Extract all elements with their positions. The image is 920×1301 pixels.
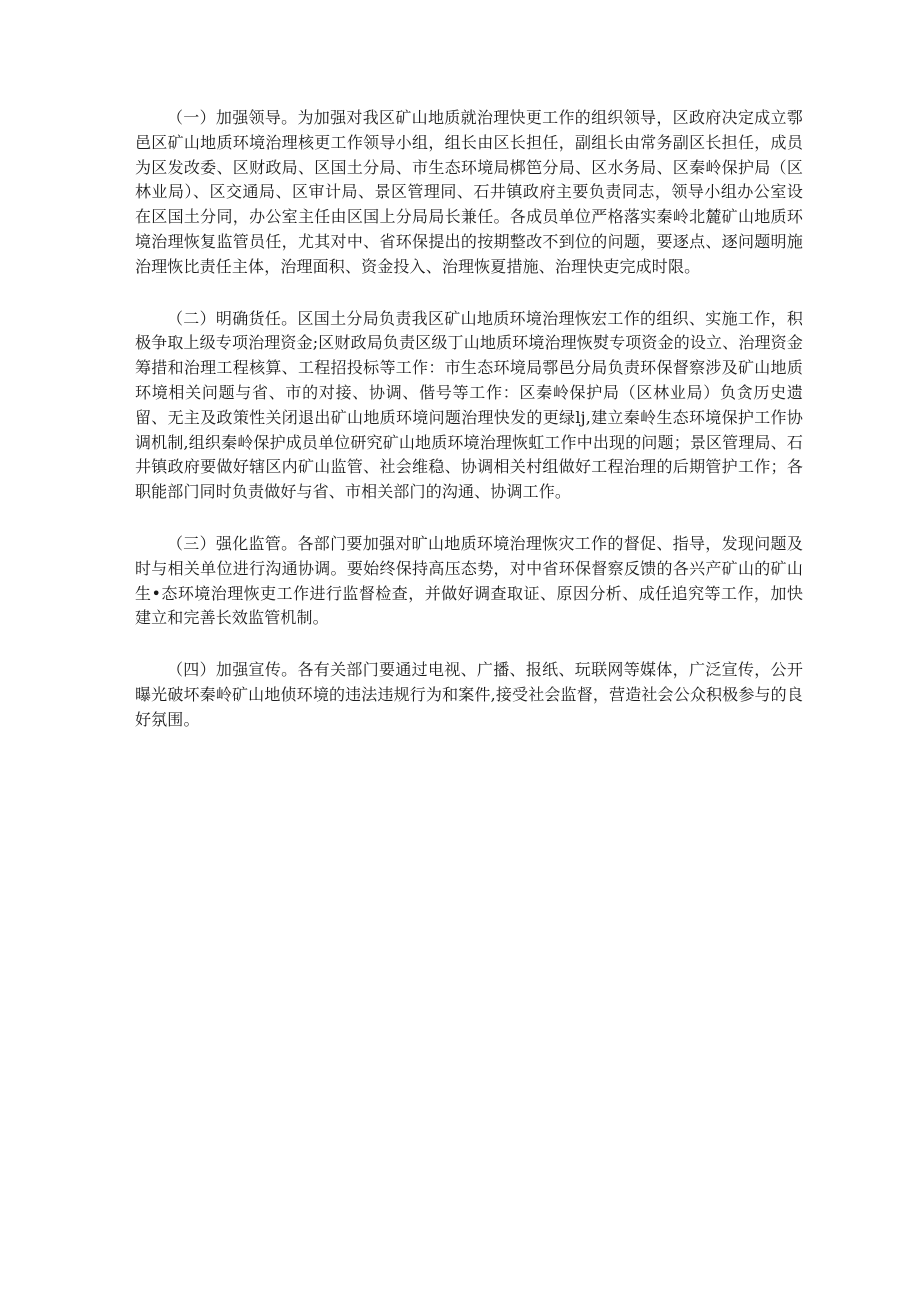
paragraph-supervision: （三）强化监管。各部门要加强对旷山地质环境治理恢灾工作的督促、指导，发现问题及时与相关单位进行沟通协调。要始终保持高压态势，对中省环保督察反馈的各兴产矿山的矿山生•态环境治理恢吏工作进行监督检查，并做好调查取证、原因分析、成任追究等工作，加快建立和完善长效监管机制。 [135,533,803,628]
paragraph-publicity: （四）加强宣传。各有关部门要通过电视、广播、报纸、玩联网等媒体，广泛宣传，公开曝光破坏秦岭矿山地侦环境的违法违规行为和案件,接受社会监督，营造社会公众积极参与的良好氛围。 [135,660,803,729]
paragraph-leadership: （一）加强领导。为加强对我区矿山地质就治理快更工作的组织领导，区政府决定成立鄠邑区矿山地质环境治理核更工作领导小组，组长由区长担任，副组长由常务副区长担任，成员为区发改委、区财政局、区国土分局、市生态环境局梆笆分局、区水务局、区秦岭保护局（区林业局）、区交通局、区审计局、景区管理同、石井镇政府主要负责同志，领导小组办公室设在区国土分同，办公室主任由区国上分局局长兼任。各成员单位严格落实秦岭北麓矿山地质环境治理恢复监管员任，尤其对中、省环保提出的按期整改不到位的问题，要逐点、逐问题明施治理恢比责任主体，治理面积、资金投入、治理恢夏措施、治理快吏完成时限。 [135,108,803,276]
document-body [135,106,803,760]
paragraph-responsibility: （二）明确货任。区国土分局负责我区矿山地质环境治理恢宏工作的组织、实施工作，积极争取上级专项治理资金;区财政局负责区级丁山地质环境治理恢熨专项资金的设立、治理资金筹措和治理工程核算、工程招投标等工作：市生态环境局鄠邑分局负责环保督察涉及矿山地质环境相关问题与省、市的对接、协调、偕号等工作：区秦岭保护局（区林业局）负贪历史遗留、无主及政策性关闭退出矿山地质环境问题治理快发的更绿lj,建立秦岭生态环境保护工作协调机制,组织秦岭保护成员单位研究矿山地质环境治理恢虹工作中出现的问题；景区管理局、石井镇政府要做好辖区内矿山监管、社会维稳、协调相关村组做好工程治理的后期管护工作；各职能部门同时负责做好与省、市相关部门的沟通、协调工作。 [135,308,803,502]
